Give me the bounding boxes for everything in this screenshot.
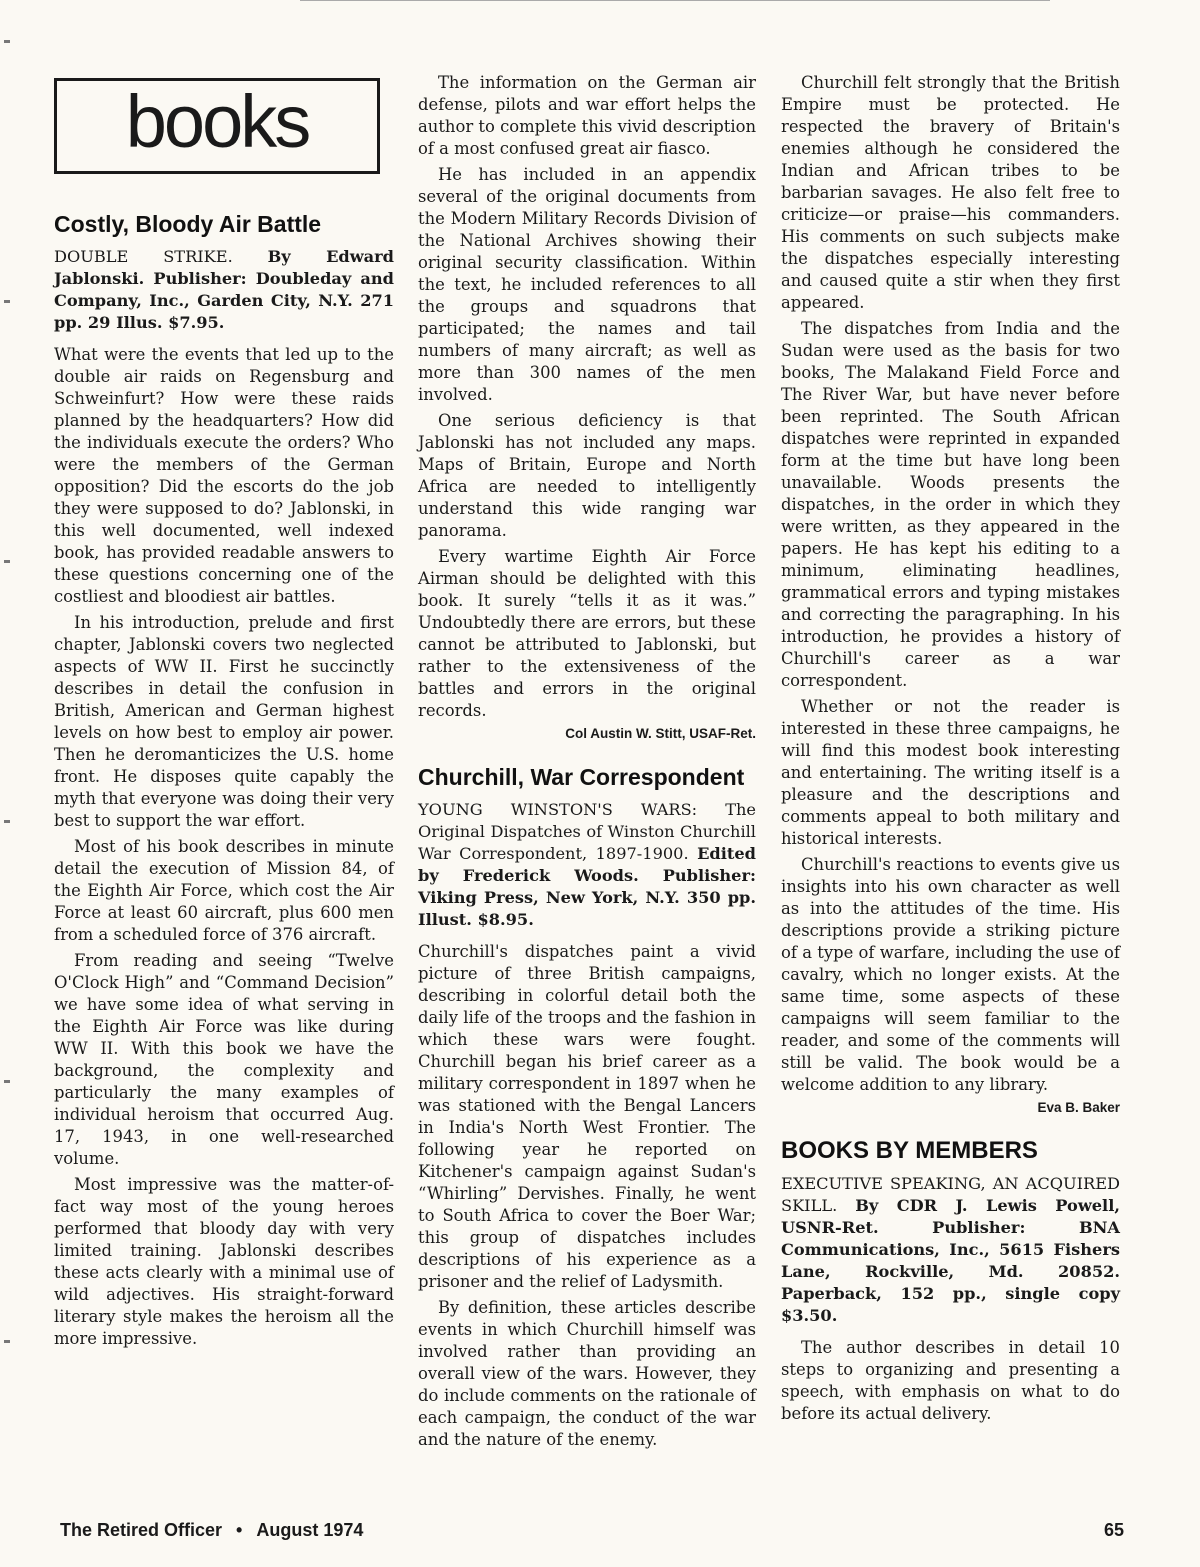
- column-1: [54, 78, 394, 1354]
- review1-headline: Costly, Bloody Air Battle: [54, 211, 322, 237]
- review2-book-title: YOUNG WINSTON'S WARS: The Original Dispatches of Winston Churchill War Correspondent, 1897-1900.: [418, 800, 756, 863]
- margin-mark: [4, 1080, 10, 1083]
- review2-paragraph: Churchill felt strongly that the British Empire must be protected. He respected the bravery of Britain's enemies although he considered the Indian and African tribes to be barbarian savages. He also felt free to criticize—or praise—his commanders. His comments on such subjects make the dispatches especially interesting and caused quite a stir when they first appeared.: [781, 73, 1120, 312]
- section-logo-text: books: [125, 80, 309, 163]
- footer-bullet: •: [236, 1520, 243, 1540]
- members-book-title: EXECUTIVE SPEAKING, AN ACQUIRED SKILL.: [781, 1174, 1120, 1215]
- margin-mark: [4, 820, 10, 823]
- review2-signature: Eva B. Baker: [1037, 1100, 1120, 1115]
- members-bibliography: [781, 1173, 1120, 1327]
- review1-paragraph: Every wartime Eighth Air Force Airman should be delighted with this book. It surely “tells it as it was.” Undoubtedly there are errors, but these cannot be attributed to Jablonski, but rather to the extensiveness of the battles and errors in the original records.: [418, 547, 756, 720]
- members-headline: BOOKS BY MEMBERS: [781, 1137, 1038, 1164]
- review2-headline: Churchill, War Correspondent: [418, 764, 745, 790]
- review2-bibliography: [418, 799, 756, 931]
- review1-paragraph: One serious deficiency is that Jablonski has not included any maps. Maps of Britain, Europe and North Africa are needed to intelligently understand this wide ranging war panorama.: [418, 411, 756, 540]
- review2-paragraph: By definition, these articles describe events in which Churchill himself was involved rather than providing an overall view of the wars. However, they do include comments on the rationale of each campaign, the conduct of the war and the nature of the enemy.: [418, 1298, 756, 1449]
- margin-mark: [4, 40, 10, 43]
- review1-book-title: DOUBLE STRIKE.: [54, 247, 233, 266]
- margin-mark: [4, 300, 10, 303]
- review2-paragraph: Churchill's dispatches paint a vivid picture of three British campaigns, describing in colorful detail both the daily life of the troops and the fashion in which these wars were fought. Churchill began his brief career as a military correspondent in 1897 when he was stationed with the Bengal Lancers in India's North West Frontier. The following year he reported on Kitchener's campaign against Sudan's “Whirling” Dervishes. Finally, he went to South Africa to cover the Boer War; this group of dispatches includes descriptions of his experience as a prisoner and the relief of Ladysmith.: [418, 942, 756, 1291]
- margin-mark: [4, 560, 10, 563]
- margin-mark: [4, 1340, 10, 1343]
- review1-paragraph: Most of his book describes in minute detail the execution of Mission 84, of the Eighth Air Force, which cost the Air Force at least 60 aircraft, plus 600 men from a scheduled force of 376 aircraft.: [54, 837, 394, 944]
- review1-paragraph: The information on the German air defense, pilots and war effort helps the author to complete this vivid description of a most confused great air fiasco.: [418, 73, 756, 158]
- review1-paragraph: In his introduction, prelude and first chapter, Jablonski covers two neglected aspects of WW II. First he succinctly describes in detail the confusion in British, American and German highest levels on how best to employ air power. Then he deromanticizes the U.S. home front. He disposes quite capably the myth that everyone was doing their very best to support the war effort.: [54, 613, 394, 830]
- review1-paragraph: From reading and seeing “Twelve O'Clock High” and “Command Decision” we have some idea of what serving in the Eighth Air Force was like during WW II. With this book we have the background, the complexity and particularly the many examples of individual heroism that occurred Aug. 17, 1943, in one well-researched volume.: [54, 951, 394, 1168]
- members-book-details: By CDR J. Lewis Powell, USNR-Ret. Publisher: BNA Communications, Inc., 5615 Fishers Lane, Rockville, Md. 20852. Paperback, 152 pp., single copy $3.50.: [781, 1196, 1120, 1325]
- members-paragraph: The author describes in detail 10 steps to organizing and presenting a speech, with emphasis on what to do before its actual delivery.: [781, 1338, 1120, 1423]
- footer: [60, 1520, 363, 1541]
- review2-paragraph: Whether or not the reader is interested in these three campaigns, he will find this modest book interesting and entertaining. The writing itself is a pleasure and the descriptions and comments appeal to both military and historical interests.: [781, 697, 1120, 848]
- review2-paragraph: Churchill's reactions to events give us insights into his own character as well as into the attitudes of the time. His descriptions provide a striking picture of a type of warfare, including the use of cavalry, which no longer exists. At the same time, some aspects of these campaigns will seem familiar to the reader, and some of the comments will still be valid. The book would be a welcome addition to any library.: [781, 855, 1120, 1094]
- review2-book-details: Edited by Frederick Woods. Publisher: Viking Press, New York, N.Y. 350 pp. Illust. $8.95.: [418, 844, 756, 929]
- top-edge-line: [300, 0, 1050, 1]
- footer-publication: The Retired Officer: [60, 1520, 223, 1540]
- column-3: [781, 72, 1120, 1429]
- review1-book-details: By Edward Jablonski. Publisher: Doubleday and Company, Inc., Garden City, N.Y. 271 pp. 29 Illus. $7.95.: [54, 247, 394, 332]
- review2-paragraph: The dispatches from India and the Sudan were used as the basis for two books, The Malakand Field Force and The River War, but have never before been reprinted. The South African dispatches were reprinted in expanded form at the time but have long been unavailable. Woods presents the dispatches, in the order in which they were written, as they appeared in the papers. He has kept his editing to a minimum, eliminating headlines, grammatical errors and typing mistakes and correcting the paragraphing. In his introduction, he provides a history of Churchill's career as a war correspondent.: [781, 319, 1120, 690]
- review1-paragraph: He has included in an appendix several of the original documents from the Modern Military Records Division of the National Archives showing their original security classification. Within the text, he included references to all the groups and squadrons that participated; the names and tail numbers of many aircraft; as well as more than 300 names of the men involved.: [418, 165, 756, 404]
- footer-date: August 1974: [256, 1520, 364, 1540]
- review1-bibliography: [54, 246, 394, 334]
- review1-paragraph: Most impressive was the matter-of-fact way most of the young heroes performed that bloody day with very limited training. Jablonski describes these acts clearly with a minimal use of wild adjectives. His straight-forward literary style makes the heroism all the more impressive.: [54, 1175, 394, 1348]
- column-2: [418, 72, 756, 1455]
- page-number: 65: [1103, 1520, 1124, 1540]
- review1-signature: Col Austin W. Stitt, USAF-Ret.: [565, 726, 756, 741]
- review1-paragraph: What were the events that led up to the double air raids on Regensburg and Schweinfurt? How were these raids planned by the headquarters? How did the individuals execute the orders? Who were the members of the German opposition? Did the escorts do the job they were supposed to do? Jablonski, in this well documented, well indexed book, has provided readable answers to these questions concerning one of the costliest and bloodiest air battles.: [54, 345, 394, 606]
- section-logo: [54, 78, 380, 174]
